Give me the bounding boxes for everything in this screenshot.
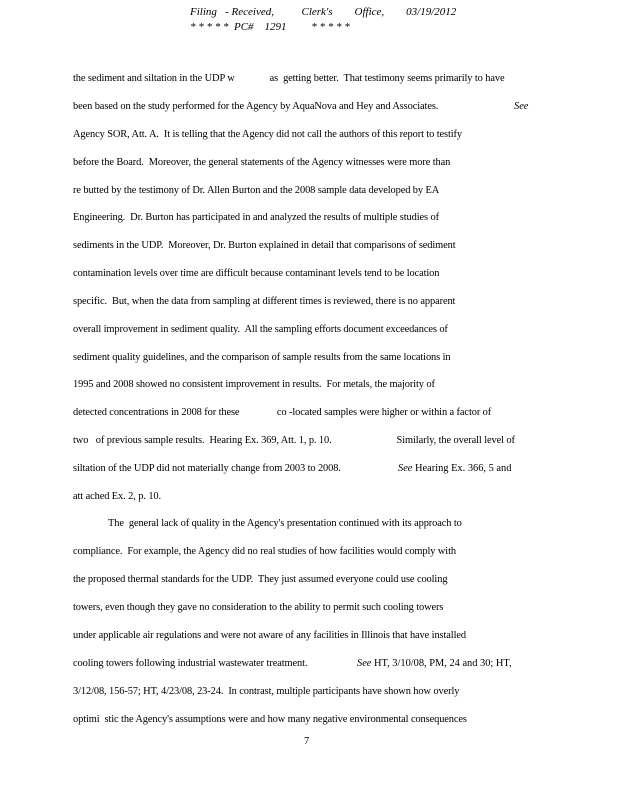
body-line: 3/12/08, 156-57; HT, 4/23/08, 23-24. In contrast, multiple participants have shown how overly [73,686,460,697]
body-line: specific. But, when the data from sampling at different times is reviewed, there is no apparent [73,296,456,307]
see-citation [357,658,512,669]
citation-text: HT, 3/10/08, PM, 24 and 30; HT, [371,658,512,669]
see-citation: See [514,101,529,112]
body-line: att ached Ex. 2, p. 10. [73,491,162,502]
body-line: been based on the study performed for the Agency by AquaNova and Hey and Associates. [73,101,439,112]
body-line: siltation of the UDP did not materially change from 2003 to 2008. [73,463,341,474]
body-line: overall improvement in sediment quality. All the sampling efforts document exceedances of [73,324,448,335]
body-line: the proposed thermal standards for the UDP. They just assumed everyone could use cooling [73,574,448,585]
see-citation [398,463,511,474]
see-italic: See [357,658,372,669]
body-line: re butted by the testimony of Dr. Allen Burton and the 2008 sample data developed by EA [73,185,440,196]
body-line: cooling towers following industrial wastewater treatment. [73,658,308,669]
body-line: sediments in the UDP. Moreover, Dr. Burton explained in detail that comparisons of sediment [73,240,456,251]
body-line: before the Board. Moreover, the general statements of the Agency witnesses were more than [73,157,451,168]
body-line: two of previous sample results. Hearing Ex. 369, Att. 1, p. 10. Similarly, the overall level of [73,435,515,446]
filing-header-line1: Filing - Received, Clerk's Office, 03/19/2012 [190,6,457,18]
body-line: under applicable air regulations and were not aware of any facilities in Illinois that have installed [73,630,466,641]
citation-text: Hearing Ex. 366, 5 and [412,463,512,474]
filing-header-line2: * * * * * PC# 1291 * * * * * [190,21,350,33]
body-line: contamination levels over time are difficult because contaminant levels tend to be location [73,268,440,279]
body-line: 1995 and 2008 showed no consistent improvement in results. For metals, the majority of [73,379,435,390]
paragraph-start-line: The general lack of quality in the Agency's presentation continued with its approach to [108,518,462,529]
body-line: optimi stic the Agency's assumptions were and how many negative environmental consequences [73,714,467,725]
page-number: 7 [304,736,310,747]
body-line: compliance. For example, the Agency did no real studies of how facilities would comply with [73,546,456,557]
body-line: towers, even though they gave no consideration to the ability to permit such cooling towers [73,602,444,613]
body-line: the sediment and siltation in the UDP w as getting better. That testimony seems primarily to have [73,73,505,84]
body-line: detected concentrations in 2008 for these co -located samples were higher or within a factor of [73,407,492,418]
body-line: Agency SOR, Att. A. It is telling that the Agency did not call the authors of this report to testify [73,129,463,140]
body-line: sediment quality guidelines, and the comparison of sample results from the same locations in [73,352,451,363]
see-italic: See [398,463,413,474]
body-line: Engineering. Dr. Burton has participated in and analyzed the results of multiple studies of [73,212,439,223]
